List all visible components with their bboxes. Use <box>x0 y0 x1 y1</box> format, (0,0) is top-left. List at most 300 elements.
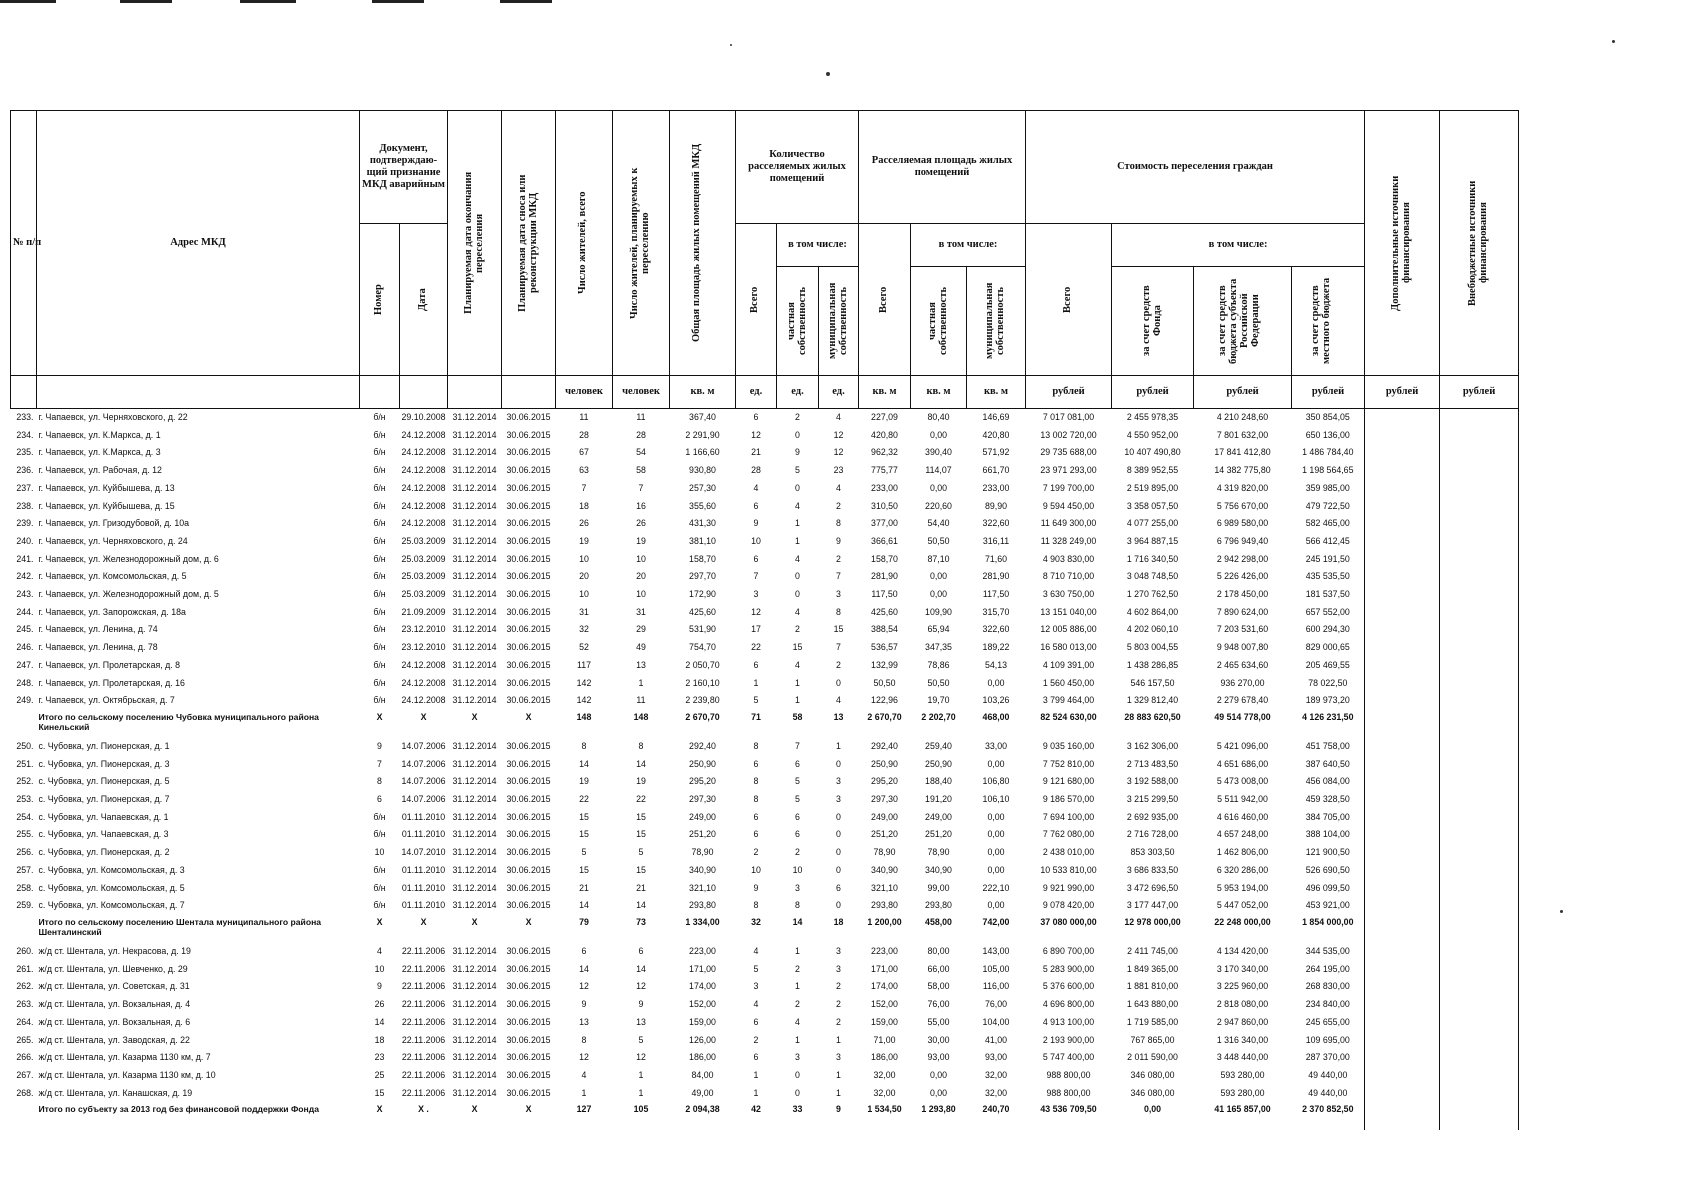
cell-dem: 30.06.2015 <box>506 829 551 840</box>
cell-area: 49,00 <box>691 1087 714 1098</box>
cell-empty <box>1440 862 1519 880</box>
table-row <box>11 657 1519 675</box>
cell-plan: 28 <box>636 429 646 440</box>
cell-dem: X <box>525 916 532 927</box>
cell-cf: 346 080,00 <box>1130 1069 1175 1080</box>
cell-res: 14 <box>579 963 589 974</box>
cell-a: 295,20 <box>871 776 898 787</box>
cell-ap: 390,40 <box>925 447 952 458</box>
cell-cs: 2 942 298,00 <box>1216 553 1269 564</box>
cell-up: 6 <box>795 829 800 840</box>
cell-date: 25.03.2009 <box>401 553 446 564</box>
cell-ap: 78,90 <box>927 847 950 858</box>
cell-cl: 2 370 852,50 <box>1302 1104 1354 1115</box>
cell-um: 3 <box>836 1052 841 1063</box>
cell-cs: 6 989 580,00 <box>1216 518 1269 529</box>
cell-up: 2 <box>795 963 800 974</box>
cell-up: 58 <box>792 711 803 722</box>
cell-res: 9 <box>581 999 587 1010</box>
cell-end: 31.12.2014 <box>452 1069 497 1080</box>
cell-cl: 1 198 564,65 <box>1302 465 1354 476</box>
cell-am: 281,90 <box>982 571 1010 582</box>
cell-n: 262. <box>16 981 34 992</box>
cell-up: 2 <box>795 847 800 858</box>
cell-plan: 12 <box>636 1052 646 1063</box>
cell-plan: 8 <box>638 740 644 751</box>
cell-am: 76,00 <box>985 999 1008 1010</box>
cell-area: 930,80 <box>689 465 716 476</box>
cell-plan: 14 <box>636 758 646 769</box>
cell-end: 31.12.2014 <box>452 945 497 956</box>
cell-plan: 1 <box>638 1087 644 1098</box>
cell-dem: 30.06.2015 <box>506 589 551 600</box>
cell-addr: г. Чапаевск, ул. Пролетарская, д. 8 <box>38 659 181 670</box>
cell-um: 3 <box>836 794 841 805</box>
cell-am: 71,60 <box>985 553 1008 564</box>
cell-cf: 2 011 590,00 <box>1127 1052 1178 1063</box>
cell-empty <box>1440 639 1519 657</box>
cell-n: 266. <box>16 1052 34 1063</box>
cell-cf: 767 865,00 <box>1130 1034 1175 1045</box>
cell-addr: Итого по субъекту за 2013 год без финансовой поддержки Фонда <box>38 1104 319 1115</box>
scan-mark <box>0 0 56 3</box>
scan-mark <box>120 0 172 3</box>
cell-res: 12 <box>579 1052 589 1063</box>
area-municipal-label: муниципальная собственность <box>984 282 1006 360</box>
cell-cs: 7 801 632,00 <box>1216 429 1269 440</box>
cell-up: 4 <box>795 553 800 564</box>
col-extrabudget-header <box>1440 111 1519 376</box>
cell-cs: 5 226 426,00 <box>1216 571 1269 582</box>
col-area-municipal-header <box>967 267 1026 376</box>
cell-area: 126,00 <box>689 1034 716 1045</box>
additional-label: Дополнительные источники финансирования <box>1390 175 1413 311</box>
cell-cl: 435 535,50 <box>1305 571 1350 582</box>
cell-am: 0,00 <box>987 811 1005 822</box>
scan-mark <box>500 0 552 3</box>
cell-area: 78,90 <box>691 847 714 858</box>
cell-dem: 30.06.2015 <box>506 659 551 670</box>
cell-empty <box>1365 738 1440 756</box>
cell-empty <box>1440 498 1519 516</box>
cell-am: 146,69 <box>982 412 1010 422</box>
cell-addr: г. Чапаевск, ул. Черняховского, д. 24 <box>38 535 188 546</box>
cell-num: X <box>376 711 383 722</box>
cell-cl: 650 136,00 <box>1305 429 1350 440</box>
cell-res: 26 <box>579 518 589 529</box>
cell-area: 431,30 <box>689 518 716 529</box>
cell-end: 31.12.2014 <box>452 482 497 493</box>
cell-plan: 19 <box>636 535 646 546</box>
cell-res: 19 <box>579 535 589 546</box>
planned-end-label: Планируемая дата окончания переселения <box>462 171 485 315</box>
cell-dem: 30.06.2015 <box>506 882 551 893</box>
cell-u: 4 <box>753 999 759 1010</box>
cell-up: 2 <box>795 624 800 635</box>
cell-num: б/н <box>373 829 386 840</box>
cell-n: 247. <box>16 659 34 670</box>
cell-empty <box>1365 427 1440 445</box>
col-address-header: Адрес МКД <box>37 111 360 376</box>
cell-empty <box>1365 1014 1440 1032</box>
cell-plan: 20 <box>636 571 646 582</box>
units-cell: кв. м <box>859 376 911 409</box>
cell-up: 14 <box>792 916 803 927</box>
cell-empty <box>1440 1085 1519 1103</box>
cell-u: 6 <box>753 412 759 422</box>
cell-empty <box>1365 1067 1440 1085</box>
cell-cs: 14 382 775,80 <box>1214 465 1271 476</box>
cell-cl: 268 830,00 <box>1305 981 1350 992</box>
units-cell: человек <box>556 376 613 409</box>
cell-plan: 21 <box>636 882 646 893</box>
table-row <box>11 621 1519 639</box>
cell-c: 5 283 900,00 <box>1042 963 1095 974</box>
cell-n: 258. <box>16 882 34 893</box>
cell-plan: 29 <box>636 624 646 635</box>
cell-up: 0 <box>795 482 800 493</box>
col-document-header: Документ, подтверждаю- щий признание МКД аварийным <box>360 111 448 224</box>
cell-empty <box>1365 826 1440 844</box>
cell-cs: 4 210 248,60 <box>1216 412 1269 422</box>
cell-u: 6 <box>753 829 759 840</box>
cell-u: 12 <box>751 429 761 440</box>
cell-empty <box>1365 639 1440 657</box>
table-row <box>11 880 1519 898</box>
cell-res: 8 <box>581 1034 587 1045</box>
cell-plan: 7 <box>638 482 644 493</box>
cell-area: 292,40 <box>689 740 716 751</box>
cell-empty <box>1440 738 1519 756</box>
cell-up: 10 <box>792 864 803 875</box>
table-row <box>11 961 1519 979</box>
cell-num: X <box>376 1104 383 1115</box>
cell-area: 174,00 <box>689 981 716 992</box>
cell-res: 12 <box>579 981 589 992</box>
cell-a: 2 670,70 <box>867 711 902 722</box>
table-row <box>11 409 1519 427</box>
cell-cf: 1 881 810,00 <box>1126 981 1179 992</box>
table-row <box>11 551 1519 569</box>
cell-n: 259. <box>16 900 34 911</box>
cell-a: 171,00 <box>871 963 898 974</box>
col-premises-count-header: Количество расселяемых жилых помещений <box>736 111 859 224</box>
cell-empty <box>1440 444 1519 462</box>
units-cell: рублей <box>1194 376 1292 409</box>
cell-cs: 1 462 806,00 <box>1216 847 1269 858</box>
cell-num: б/н <box>373 624 386 635</box>
cell-end: 31.12.2014 <box>452 1034 497 1045</box>
table-row <box>11 515 1519 533</box>
col-doc-date-header <box>400 224 448 376</box>
cell-num: б/н <box>373 677 386 688</box>
units-cell: кв. м <box>967 376 1026 409</box>
table-row <box>11 756 1519 774</box>
cell-empty <box>1440 996 1519 1014</box>
cell-a: 310,50 <box>871 500 898 511</box>
cell-addr: г. Чапаевск, ул. Рабочая, д. 12 <box>38 465 162 476</box>
cell-num: б/н <box>373 864 386 875</box>
cell-um: 18 <box>833 916 844 927</box>
cell-addr: г. Чапаевск, ул. К.Маркса, д. 3 <box>38 447 161 458</box>
cell-end: 31.12.2014 <box>452 900 497 911</box>
cell-ap: 188,40 <box>925 776 952 787</box>
cell-empty <box>1440 586 1519 604</box>
premises-private-label: частная собственность <box>785 286 808 356</box>
cell-u: 1 <box>753 1087 759 1098</box>
cell-um: 12 <box>833 429 844 440</box>
units-cell: ед. <box>736 376 777 409</box>
cell-cf: 5 803 004,55 <box>1126 642 1179 653</box>
cell-cf: 546 157,50 <box>1130 677 1175 688</box>
cell-plan: 49 <box>636 642 646 653</box>
cell-up: 1 <box>795 518 800 529</box>
cell-c: 12 005 886,00 <box>1040 624 1097 635</box>
cell-um: 0 <box>836 864 841 875</box>
cell-area: 158,70 <box>689 553 716 564</box>
cell-n: 264. <box>16 1016 34 1027</box>
cell-cl: 121 900,50 <box>1305 847 1350 858</box>
col-residents-total-header <box>556 111 613 376</box>
cell-cf: 2 455 978,35 <box>1126 412 1179 422</box>
cell-res: 31 <box>579 606 589 617</box>
cell-date: X . <box>418 1104 429 1115</box>
cell-a: 32,00 <box>873 1069 896 1080</box>
cell-c: 5 747 400,00 <box>1042 1052 1095 1063</box>
cell-up: 0 <box>795 1069 800 1080</box>
cell-ap: 0,00 <box>929 571 948 582</box>
cell-cl: 451 758,00 <box>1305 740 1350 751</box>
scan-speck <box>730 44 732 46</box>
cell-ap: 0,00 <box>929 589 948 600</box>
cell-cl: 78 022,50 <box>1308 677 1348 688</box>
cell-area: 297,30 <box>689 794 716 805</box>
cell-end: 31.12.2014 <box>452 535 497 546</box>
table-row <box>11 568 1519 586</box>
cell-area: 2 050,70 <box>685 659 720 670</box>
table-row <box>11 462 1519 480</box>
cell-area: 425,60 <box>689 606 716 617</box>
cell-end: 31.12.2014 <box>452 847 497 858</box>
cell-n: 257. <box>16 864 34 875</box>
cell-empty <box>1365 862 1440 880</box>
cell-up: 2 <box>795 999 800 1010</box>
cell-addr: г. Чапаевск, ул. Комсомольская, д. 5 <box>38 571 187 582</box>
cell-ap: 93,00 <box>927 1052 950 1063</box>
cell-cs: 6 796 949,40 <box>1216 535 1269 546</box>
cell-ap: 78,86 <box>927 659 950 670</box>
cell-a: 159,00 <box>871 1016 898 1027</box>
cell-area: 355,60 <box>689 500 716 511</box>
cell-cf: 3 358 057,50 <box>1126 500 1179 511</box>
cell-dem: 30.06.2015 <box>506 518 551 529</box>
cell-end: 31.12.2014 <box>452 447 497 458</box>
cell-cf: 3 162 306,00 <box>1126 740 1179 751</box>
cell-end: 31.12.2014 <box>452 642 497 653</box>
cell-empty <box>1365 1032 1440 1050</box>
cell-addr: с. Чубовка, ул. Чапаевская, д. 1 <box>38 811 169 822</box>
cell-plan: 58 <box>636 465 646 476</box>
scan-edge-marks <box>0 0 1698 4</box>
cell-res: 15 <box>579 864 589 875</box>
cell-plan: 11 <box>636 695 646 706</box>
cell-date: 22.11.2006 <box>401 945 446 956</box>
cell-ap: 340,90 <box>925 864 952 875</box>
cell-date: 01.11.2010 <box>401 811 446 822</box>
scan-speck <box>826 72 830 76</box>
cell-end: 31.12.2014 <box>452 429 497 440</box>
cell-a: 377,00 <box>871 518 898 529</box>
cell-res: 22 <box>579 794 589 805</box>
units-cell: рублей <box>1026 376 1112 409</box>
cell-empty <box>1365 586 1440 604</box>
cell-cl: 264 195,00 <box>1305 963 1350 974</box>
cell-area: 293,80 <box>689 900 716 911</box>
cell-um: 13 <box>833 711 844 722</box>
cell-plan: 9 <box>638 999 644 1010</box>
cell-num: 9 <box>377 981 382 992</box>
subtotal-row <box>11 915 1519 943</box>
cell-um: 1 <box>836 1069 841 1080</box>
cell-am: 54,13 <box>985 659 1008 670</box>
cell-empty <box>1365 978 1440 996</box>
cell-plan: 10 <box>636 553 646 564</box>
cell-plan: 12 <box>636 981 646 992</box>
cell-am: 0,00 <box>987 829 1005 840</box>
cell-um: 7 <box>836 571 841 582</box>
cell-res: 4 <box>581 1069 587 1080</box>
cell-plan: 1 <box>638 677 644 688</box>
cell-cf: 4 202 060,10 <box>1126 624 1179 635</box>
cell-c: 4 913 100,00 <box>1042 1016 1095 1027</box>
cell-plan: 1 <box>638 1069 644 1080</box>
cell-u: 8 <box>753 740 759 751</box>
cell-um: 0 <box>836 758 841 769</box>
cell-res: 14 <box>579 758 589 769</box>
cell-addr: с. Чубовка, ул. Пионерская, д. 5 <box>38 776 170 787</box>
cell-am: 33,00 <box>985 740 1008 751</box>
cell-ap: 220,60 <box>925 500 952 511</box>
cell-cf: 3 177 447,00 <box>1126 900 1179 911</box>
cell-cf: 853 303,50 <box>1130 847 1175 858</box>
cell-c: 988 800,00 <box>1046 1069 1091 1080</box>
cell-c: 9 121 680,00 <box>1042 776 1095 787</box>
cell-cs: 1 316 340,00 <box>1216 1034 1269 1045</box>
cell-c: 3 630 750,00 <box>1042 589 1095 600</box>
cell-date: 25.03.2009 <box>401 589 446 600</box>
cell-um: 0 <box>836 829 841 840</box>
cell-date: 24.12.2008 <box>401 429 446 440</box>
cell-addr: ж/д ст. Шентала, ул. Некрасова, д. 19 <box>38 945 191 956</box>
cell-cs: 2 818 080,00 <box>1216 999 1269 1010</box>
cell-num: б/н <box>373 606 386 617</box>
cell-empty <box>1440 533 1519 551</box>
cell-plan: 148 <box>633 711 649 722</box>
cell-res: 1 <box>581 1087 587 1098</box>
cell-n: 245. <box>16 624 34 635</box>
cell-ap: 251,20 <box>925 829 952 840</box>
cell-a: 425,60 <box>871 606 898 617</box>
cell-res: 7 <box>581 482 587 493</box>
cell-dem: 30.06.2015 <box>506 847 551 858</box>
cell-addr: с. Чубовка, ул. Чапаевская, д. 3 <box>38 829 169 840</box>
cell-am: 222,10 <box>982 882 1010 893</box>
cell-ap: 458,00 <box>925 916 952 927</box>
col-residents-planned-header <box>613 111 670 376</box>
cell-a: 32,00 <box>873 1087 896 1098</box>
cell-am: 116,00 <box>982 981 1010 992</box>
cell-area: 340,90 <box>689 864 716 875</box>
table-row <box>11 444 1519 462</box>
cell-u: 6 <box>753 811 759 822</box>
cell-u: 2 <box>753 847 759 858</box>
cell-area: 223,00 <box>689 945 716 956</box>
cell-addr: Итого по сельскому поселению Шентала муниципального района Шенталинский <box>38 916 322 937</box>
cell-end: 31.12.2014 <box>452 758 497 769</box>
cell-c: 13 002 720,00 <box>1040 429 1097 440</box>
cell-n: 234. <box>16 429 34 440</box>
cell-cs: 5 447 052,00 <box>1216 900 1269 911</box>
cell-num: б/н <box>373 412 386 422</box>
cell-c: 9 186 570,00 <box>1042 794 1095 805</box>
cell-cs: 936 270,00 <box>1220 677 1265 688</box>
cell-res: 148 <box>576 711 592 722</box>
cell-c: 5 376 600,00 <box>1042 981 1095 992</box>
cell-a: 117,50 <box>871 589 898 600</box>
area-private-label: частная собственность <box>926 286 949 356</box>
cell-u: 22 <box>751 642 761 653</box>
table-row <box>11 791 1519 809</box>
cell-up: 4 <box>795 606 800 617</box>
table-row <box>11 978 1519 996</box>
cell-cs: 7 890 624,00 <box>1216 606 1269 617</box>
cell-empty <box>1365 1102 1440 1130</box>
cell-n: 265. <box>16 1034 34 1045</box>
cell-res: 15 <box>579 811 589 822</box>
cell-date: 24.12.2008 <box>401 518 446 529</box>
cell-up: 1 <box>795 945 800 956</box>
cell-date: 24.12.2008 <box>401 677 446 688</box>
cell-cl: 459 328,50 <box>1305 794 1350 805</box>
cost-fund-label: за счет средств Фонда <box>1140 285 1163 357</box>
cell-dem: 30.06.2015 <box>506 740 551 751</box>
cell-dem: 30.06.2015 <box>506 981 551 992</box>
cell-num: 9 <box>377 740 382 751</box>
cell-ap: 293,80 <box>925 900 952 911</box>
cell-up: 0 <box>795 429 800 440</box>
table-row <box>11 427 1519 445</box>
cell-cs: 5 756 670,00 <box>1216 500 1269 511</box>
cell-c: 9 035 160,00 <box>1042 740 1095 751</box>
cell-ap: 114,07 <box>925 465 952 476</box>
cell-date: 24.12.2008 <box>401 659 446 670</box>
cell-ap: 2 202,70 <box>921 711 956 722</box>
cell-res: 11 <box>579 412 589 422</box>
cell-cf: 12 978 000,00 <box>1124 916 1181 927</box>
cell-res: 18 <box>579 500 589 511</box>
cell-up: 0 <box>795 589 800 600</box>
cell-num: 23 <box>374 1052 385 1063</box>
cell-area: 1 334,00 <box>685 916 720 927</box>
cell-um: 8 <box>836 518 841 529</box>
cell-dem: 30.06.2015 <box>506 900 551 911</box>
cell-cl: 566 412,45 <box>1305 535 1350 546</box>
table-row <box>11 862 1519 880</box>
subtotal-row <box>11 710 1519 738</box>
cell-num: 18 <box>374 1034 385 1045</box>
col-premises-municipal-header <box>819 267 859 376</box>
cell-c: 9 078 420,00 <box>1042 900 1095 911</box>
